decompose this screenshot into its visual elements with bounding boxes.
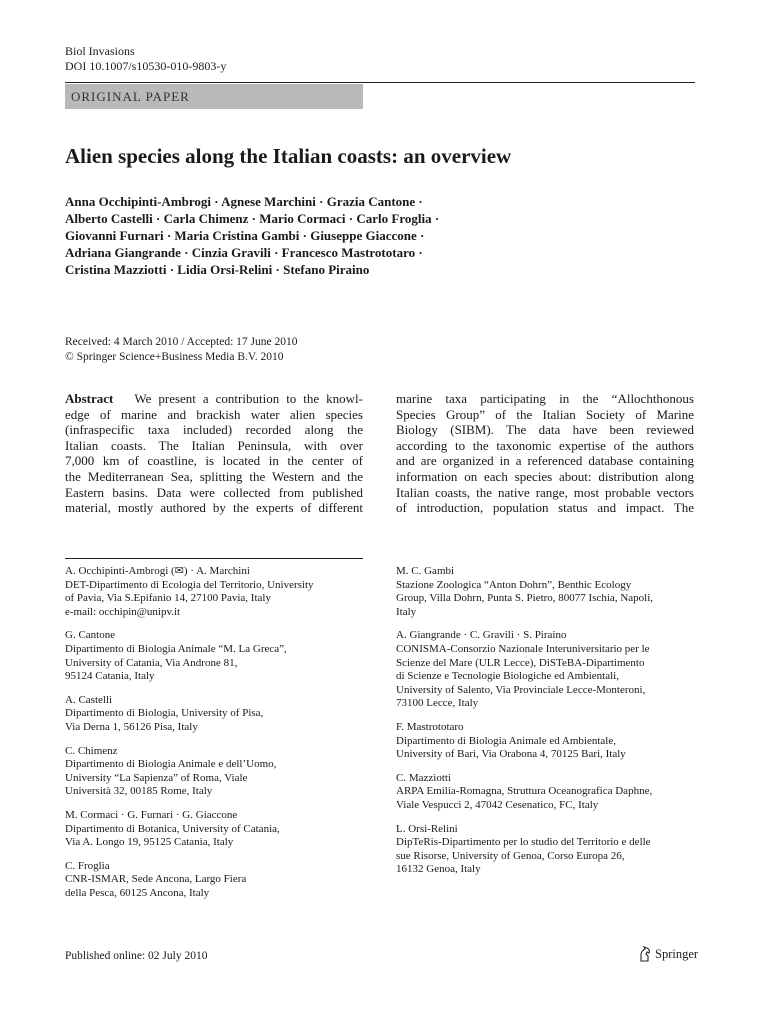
publisher-name: Springer xyxy=(655,946,699,961)
abstract-line: (infraspecific taxa included) recorded along the xyxy=(65,422,363,438)
affiliation-authors: L. Orsi-Relini xyxy=(396,822,458,835)
affiliation-authors: A. Giangrande · C. Gravili · S. Piraino xyxy=(396,629,567,642)
publisher-logo xyxy=(638,946,698,962)
affiliation-authors: G. Cantone xyxy=(65,629,116,642)
affiliation-authors: A. Occhipinti-Ambrogi (✉) · A. Marchini xyxy=(65,565,250,577)
paper-title: Alien species along the Italian coasts: an overview xyxy=(65,144,512,168)
abstract-line: of introduction, population status and impact. The xyxy=(396,500,694,516)
header-rule xyxy=(65,82,695,83)
abstract-line: and are organized in a referenced database containing xyxy=(396,453,694,469)
author-line: Alberto Castelli · Carla Chimenz · Mario Cormaci · Carlo Froglia · xyxy=(65,211,440,226)
affiliation-authors: C. Chimenz xyxy=(65,744,118,757)
affiliation-line: 16132 Genoa, Italy xyxy=(396,863,481,876)
abstract-line: Italian coasts, the native range, most probable vectors xyxy=(396,484,694,500)
doi: DOI 10.1007/s10530-010-9803-y xyxy=(65,59,227,73)
affiliation-line: University of Catania, Via Androne 81, xyxy=(65,656,238,669)
author-line: Giovanni Furnari · Maria Cristina Gambi · Giuseppe Giaccone · xyxy=(65,228,425,243)
affiliation-line: DipTeRis-Dipartimento per lo studio del Territorio e delle xyxy=(396,836,651,849)
affiliation-line: Stazione Zoologica “Anton Dohrn”, Benthic Ecology xyxy=(396,578,632,591)
affiliation-block xyxy=(65,565,365,619)
affiliation-line: Dipartimento di Biologia, University of Pisa, xyxy=(65,707,264,720)
copyright-notice: © Springer Science+Business Media B.V. 2010 xyxy=(65,351,284,363)
affiliation-line: Group, Villa Dohrn, Punta S. Pietro, 80077 Ischia, Napoli, xyxy=(396,592,654,605)
affiliation-line: Dipartimento di Botanica, University of Catania, xyxy=(65,822,280,835)
affiliation-block xyxy=(65,629,365,683)
affiliation-block xyxy=(396,823,696,877)
abstract-line: marine taxa participating in the “Allochthonous xyxy=(396,391,694,406)
affiliation-line: Viale Vespucci 2, 47042 Cesenatico, FC, Italy xyxy=(396,798,599,811)
affiliation-line: CNR-ISMAR, Sede Ancona, Largo Fiera xyxy=(65,873,247,886)
affiliation-line: della Pesca, 60125 Ancona, Italy xyxy=(65,886,210,899)
affiliation-authors: F. Mastrototaro xyxy=(396,720,464,733)
affiliation-block xyxy=(396,721,696,762)
abstract-line: 7,000 km of coastline, is located in the center of xyxy=(65,453,363,469)
affiliation-authors: C. Mazziotti xyxy=(396,771,451,784)
affiliation-line: di Scienze e Tecnologie Biologiche ed Ambientali, xyxy=(396,670,619,683)
affiliation-line: 95124 Catania, Italy xyxy=(65,670,155,683)
affiliation-line: University “La Sapienza” of Roma, Viale xyxy=(65,771,248,784)
affiliations-right xyxy=(396,565,696,887)
affiliation-line: Università 32, 00185 Rome, Italy xyxy=(65,785,213,798)
affiliation-authors: M. Cormaci · G. Furnari · G. Giaccone xyxy=(65,808,238,821)
abstract-line: Species Group” of the Italian Society of Marine xyxy=(396,406,694,422)
affiliation-block xyxy=(65,694,365,735)
abstract-line: information on each species about: distribution along xyxy=(396,468,694,484)
affiliation-line: Via A. Longo 19, 95125 Catania, Italy xyxy=(65,836,234,849)
received-accepted: Received: 4 March 2010 / Accepted: 17 June 2010 xyxy=(65,336,298,348)
affiliation-line: University of Salento, Via Provinciale Lecce-Monteroni, xyxy=(396,683,646,696)
affiliation-block xyxy=(396,629,696,711)
abstract-line: Italian coasts. The Italian Peninsula, with over xyxy=(65,437,363,453)
author-line: Anna Occhipinti-Ambrogi · Agnese Marchini · Grazia Cantone · xyxy=(65,194,423,209)
abstract-line: edge of marine and brackish water alien species xyxy=(65,406,363,422)
affiliation-line: University of Bari, Via Orabona 4, 70125 Bari, Italy xyxy=(396,748,626,761)
abstract-line: Eastern basins. Data were collected from published xyxy=(65,484,363,500)
affiliation-line: Italy xyxy=(396,605,417,618)
affiliation-line: Dipartimento di Biologia Animale “M. La Greca”, xyxy=(65,642,287,655)
abstract-label: Abstract xyxy=(65,391,114,406)
affiliation-authors: M. C. Gambi xyxy=(396,565,455,577)
affiliation-block xyxy=(396,565,696,619)
affiliation-block xyxy=(65,809,365,850)
published-online: Published online: 02 July 2010 xyxy=(65,950,208,962)
abstract-line: Abstract We present a contribution to the knowl- xyxy=(65,391,364,406)
affiliation-line: Dipartimento di Biologia Animale e dell’Uomo, xyxy=(65,758,277,771)
affiliation-line: ARPA Emilia-Romagna, Struttura Oceanografica Daphne, xyxy=(396,785,653,798)
footnote-rule xyxy=(65,558,363,559)
springer-horse-icon xyxy=(638,946,652,962)
affiliation-line: sue Risorse, University of Genoa, Corso Europa 26, xyxy=(396,849,625,862)
affiliation-line: DET-Dipartimento di Ecologia del Territorio, University xyxy=(65,578,314,591)
section-banner xyxy=(65,84,363,109)
abstract-line: Biology (SIBM). The data have been reviewed xyxy=(396,422,694,438)
author-list xyxy=(65,193,485,278)
author-line: Adriana Giangrande · Cinzia Gravili · Francesco Mastrototaro · xyxy=(65,245,423,260)
affiliation-line: Dipartimento di Biologia Animale ed Ambientale, xyxy=(396,734,616,747)
affiliation-line: 73100 Lecce, Italy xyxy=(396,697,479,710)
affiliation-line: Via Derna 1, 56126 Pisa, Italy xyxy=(65,720,198,733)
affiliation-line: Scienze del Mare (ULR Lecce), DiSTeBA-Dipartimento xyxy=(396,656,645,669)
journal-name: Biol Invasions xyxy=(65,44,135,58)
affiliation-line: CONISMA-Consorzio Nazionale Interuniversitario per le xyxy=(396,642,650,655)
abstract-line: according to the taxonomic expertise of the authors xyxy=(396,437,694,453)
abstract-left-column xyxy=(65,391,363,516)
affiliation-block xyxy=(396,772,696,813)
affiliations-left xyxy=(65,565,365,910)
affiliation-line: of Pavia, Via S.Epifanio 14, 27100 Pavia, Italy xyxy=(65,592,271,605)
publication-dates xyxy=(65,335,298,365)
affiliation-block xyxy=(65,745,365,799)
affiliation-authors: C. Froglia xyxy=(65,859,110,872)
author-line: Cristina Mazziotti · Lidia Orsi-Relini · Stefano Piraino xyxy=(65,262,370,277)
affiliation-authors: A. Castelli xyxy=(65,693,113,706)
journal-header xyxy=(65,44,226,74)
affiliation-block xyxy=(65,860,365,901)
affiliation-line: e-mail: occhipin@unipv.it xyxy=(65,605,181,618)
section-label: ORIGINAL PAPER xyxy=(71,89,190,104)
abstract-line: material, mostly authored by the experts of different xyxy=(65,500,363,516)
abstract-right-column xyxy=(396,391,694,516)
abstract-line: the Mediterranean Sea, splitting the Western and the xyxy=(65,468,363,484)
